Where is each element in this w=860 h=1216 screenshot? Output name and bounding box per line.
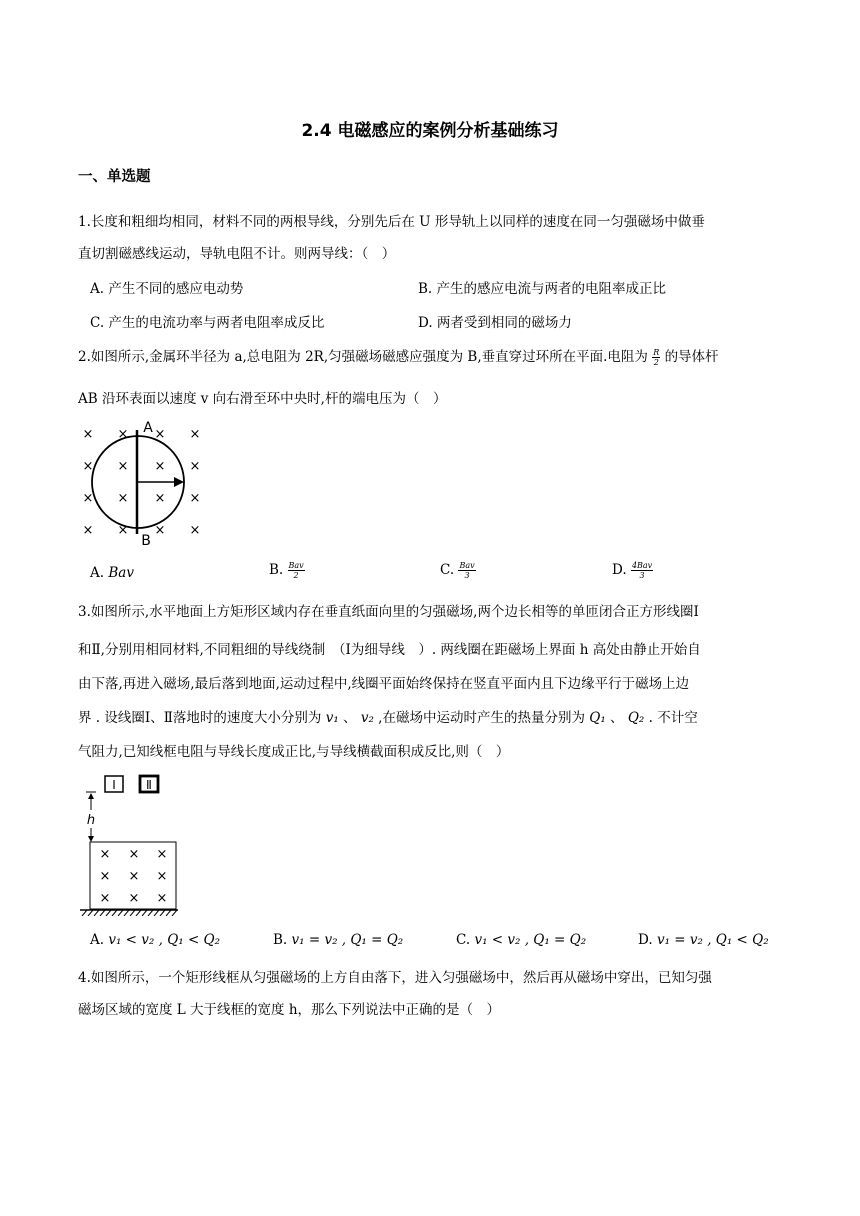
q3-sep-1: 、 (343, 710, 357, 726)
coil-ii-label: Ⅱ (146, 778, 152, 792)
q2-line-1 (78, 345, 719, 367)
q2-d-den: 3 (639, 571, 645, 580)
svg-text:×: × (99, 869, 111, 884)
q2-b-den: 2 (293, 571, 299, 580)
q2-option-c-frac (458, 561, 475, 580)
q2-fraction (652, 348, 660, 367)
q3-line-3: 由下落,再进入磁场,最后落到地面,运动过程中,线圈平面始终保持在竖直平面内且下边缘平行于磁场上边 (78, 676, 690, 692)
svg-text:×: × (189, 427, 201, 442)
q2-frac-den: 2 (653, 358, 659, 367)
svg-text:×: × (189, 459, 201, 474)
svg-text:×: × (128, 891, 140, 906)
svg-text:×: × (82, 427, 94, 442)
q3-option-b-prefix: B. (273, 932, 288, 948)
q3-q2: Q₂ (627, 710, 645, 726)
q3-v1: v₁ (325, 710, 339, 726)
ground-hatch (82, 910, 177, 916)
q2-line-1-tail: 的导体杆 (664, 349, 719, 365)
q3-line-4-mid: ,在磁场中运动时产生的热量分别为 (378, 710, 585, 726)
q3-option-a-value: v₁ < v₂ , Q₁ < Q₂ (108, 932, 221, 948)
h-arrowhead-up (88, 793, 94, 799)
q2-option-a-value: Bav (108, 565, 134, 581)
q3-field-crosses (100, 847, 168, 906)
q2-ring-figure (76, 418, 210, 548)
coil-i-label: Ⅰ (112, 778, 116, 792)
svg-text:×: × (154, 427, 166, 442)
q2-option-c-prefix: C. (440, 562, 455, 578)
h-arrowhead-down (88, 836, 94, 842)
q3-line-4 (78, 706, 698, 726)
q3-line-2: 和Ⅱ,分别用相同材料,不同粗细的导线绕制 （Ⅰ为细导线 ）. 两线圈在距磁场上界面 h 高处由静止开始自 (78, 642, 701, 658)
q3-q1: Q₁ (589, 710, 606, 726)
q2-c-num: Bav (459, 561, 475, 570)
svg-text:×: × (117, 427, 129, 442)
q3-option-d (638, 932, 769, 948)
svg-text:×: × (99, 891, 111, 906)
q2-d-num: 4Bav (631, 561, 653, 570)
svg-text:×: × (128, 869, 140, 884)
q3-coil-figure (78, 770, 180, 916)
svg-text:×: × (82, 523, 94, 538)
svg-text:×: × (154, 523, 166, 538)
svg-text:×: × (82, 459, 94, 474)
q1-option-c: C. 产生的电流功率与两者电阻率成反比 (90, 315, 325, 331)
svg-text:×: × (189, 523, 201, 538)
q3-option-d-value: v₁ = v₂ , Q₁ < Q₂ (656, 932, 769, 948)
q2-b-num: Bav (288, 561, 304, 570)
q3-option-c-value: v₁ < v₂ , Q₁ = Q₂ (474, 932, 587, 948)
svg-text:×: × (156, 891, 168, 906)
page-title: 2.4 电磁感应的案例分析基础练习 (301, 121, 559, 141)
q2-frac-num: R (653, 348, 660, 357)
q4-line-1: 4.如图所示，一个矩形线框从匀强磁场的上方自由落下，进入匀强磁场中，然后再从磁场中穿出，已知匀强 (78, 970, 712, 986)
svg-text:×: × (154, 491, 166, 506)
q2-option-d-frac (631, 561, 653, 580)
q2-option-c (440, 561, 476, 580)
q3-option-b-value: v₁ = v₂ , Q₁ = Q₂ (291, 932, 404, 948)
q3-option-d-prefix: D. (638, 932, 653, 948)
q3-option-c-prefix: C. (456, 932, 471, 948)
q3-option-b (273, 932, 403, 948)
q3-sep-2: 、 (610, 710, 624, 726)
q3-line-4-tail: . 不计空 (648, 710, 698, 726)
svg-text:×: × (99, 847, 111, 862)
velocity-arrowhead (174, 477, 184, 487)
q2-line-2: AB 沿环表面以速度 v 向右滑至环中央时,杆的端电压为（ ） (78, 391, 447, 407)
q3-line-1: 3.如图所示,水平地面上方矩形区域内存在垂直纸面向里的匀强磁场,两个边长相等的单匝闭合正方形线圈Ⅰ (78, 604, 699, 620)
q2-option-d-prefix: D. (612, 562, 627, 578)
q1-option-d: D. 两者受到相同的磁场力 (418, 315, 572, 331)
svg-text:×: × (154, 459, 166, 474)
svg-text:×: × (128, 847, 140, 862)
q1-line-2: 直切割磁感线运动，导轨电阻不计。则两导线：（ ） (78, 246, 396, 262)
label-b: B (141, 533, 151, 548)
q2-c-den: 3 (464, 571, 470, 580)
svg-text:×: × (82, 491, 94, 506)
svg-text:×: × (117, 491, 129, 506)
label-a: A (143, 420, 153, 436)
h-label: h (86, 813, 96, 828)
q3-line-4-text: 界 . 设线圈Ⅰ、Ⅱ落地时的速度大小分别为 (78, 710, 322, 726)
q2-option-b-frac (288, 561, 305, 580)
q3-line-5: 气阻力,已知线框电阻与导线长度成正比,与导线横截面积成反比,则（ ） (78, 744, 510, 760)
svg-text:×: × (117, 459, 129, 474)
q4-line-2: 磁场区域的宽度 L 大于线框的宽度 h，那么下列说法中正确的是（ ） (78, 1002, 501, 1018)
svg-text:×: × (156, 847, 168, 862)
q3-option-c (456, 932, 586, 948)
q2-option-a-prefix: A. (90, 565, 105, 581)
q2-line-1-text: 2.如图所示,金属环半径为 a,总电阻为 2R,匀强磁场磁感应强度为 B,垂直穿过环所在平面.电阻为 (78, 349, 648, 365)
q3-option-a (90, 932, 220, 948)
svg-text:×: × (189, 491, 201, 506)
section-heading: 一、单选题 (78, 169, 151, 185)
svg-text:×: × (117, 523, 129, 538)
q2-option-b (269, 561, 305, 580)
q1-line-1: 1.长度和粗细均相同，材料不同的两根导线，分别先后在 U 形导轨上以同样的速度在同一匀强磁场中做垂 (78, 214, 705, 230)
q3-v2: v₂ (360, 710, 374, 726)
q2-option-a (90, 565, 134, 581)
q1-option-a: A. 产生不同的感应电动势 (90, 281, 244, 297)
q2-option-d (612, 561, 653, 580)
q2-option-b-prefix: B. (269, 562, 284, 578)
q1-option-b: B. 产生的感应电流与两者的电阻率成正比 (418, 281, 667, 297)
q3-option-a-prefix: A. (90, 932, 105, 948)
svg-text:×: × (156, 869, 168, 884)
